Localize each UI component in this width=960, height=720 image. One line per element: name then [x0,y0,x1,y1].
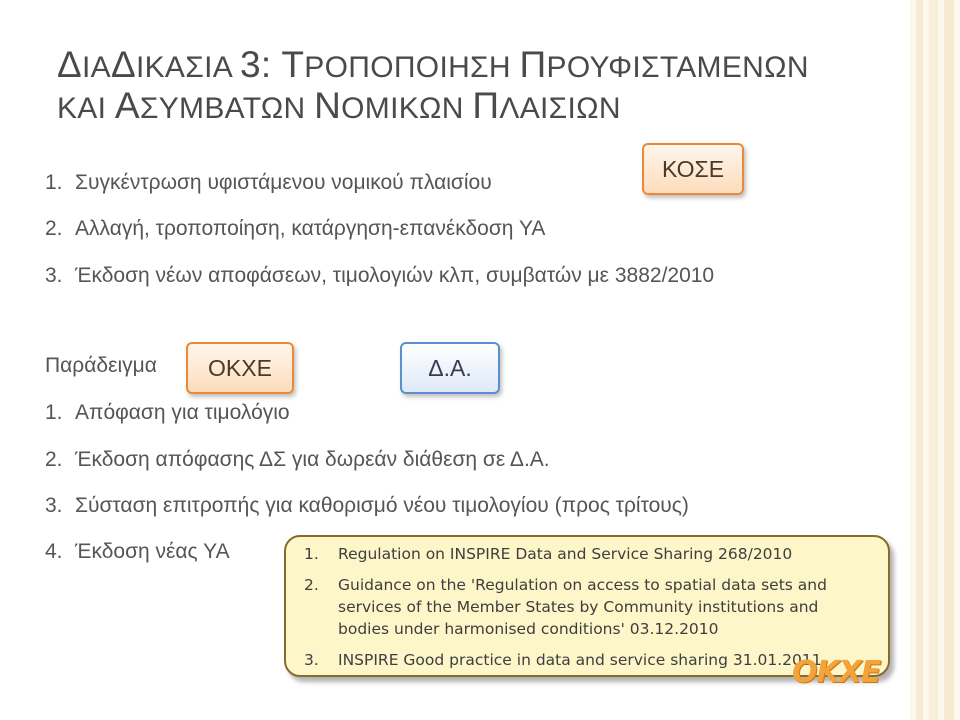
example-item: 2. Έκδοση απόφασης ΔΣ για δωρεάν διάθεση σε Δ.Α. [45,448,550,471]
procedure-item: 2. Αλλαγή, τροποποίηση, κατάργηση-επανέκδοση ΥΑ [45,217,546,240]
decorative-stripe [944,0,954,720]
title-line-2: ΚΑΙ ΑΣΥΜΒΑΤΩΝ ΝΟΜΙΚΩΝ ΠΛΑΙΣΙΩΝ [57,85,621,126]
kose-badge: ΚΟΣΕ [642,143,744,195]
okxe-badge: ΟΚΧΕ [186,342,294,394]
procedure-item: 3. Έκδοση νέων αποφάσεων, τιμολογιών κλπ, συμβατών με 3882/2010 [45,264,715,287]
example-item: 1. Απόφαση για τιμολόγιο [45,401,290,424]
reference-item: 1. Regulation on INSPIRE Data and Service Sharing 268/2010 [304,545,793,563]
example-item: 4. Έκδοση νέας ΥΑ [45,540,230,563]
example-label: Παράδειγμα [45,354,157,377]
da-badge: Δ.Α. [400,342,500,394]
procedure-item: 1. Συγκέντρωση υφιστάμενου νομικού πλαισίου [45,171,492,194]
okxe-logo: ΟΚΧΕ [792,655,881,690]
decorative-stripe [929,0,938,720]
reference-item: 2. Guidance on the 'Regulation on access to spatial data sets and services of the Member States by Community institutions and bodies under harmonised conditions' 03.12.2010 [304,576,827,638]
title-line-1: ΔΙΑΔΙΚΑΣΙΑ 3: ΤΡΟΠΟΠΟΙΗΣΗ ΠΡΟΥΦΙΣΤΑΜΕΝΩΝ [57,44,809,85]
example-item: 3. Σύσταση επιτροπής για καθορισμό νέου τιμολογίου (προς τρίτους) [45,494,689,517]
slide-title [57,46,857,128]
decorative-stripe [916,0,923,720]
reference-item: 3. INSPIRE Good practice in data and service sharing 31.01.2011 [304,651,822,669]
references-list [304,543,858,680]
